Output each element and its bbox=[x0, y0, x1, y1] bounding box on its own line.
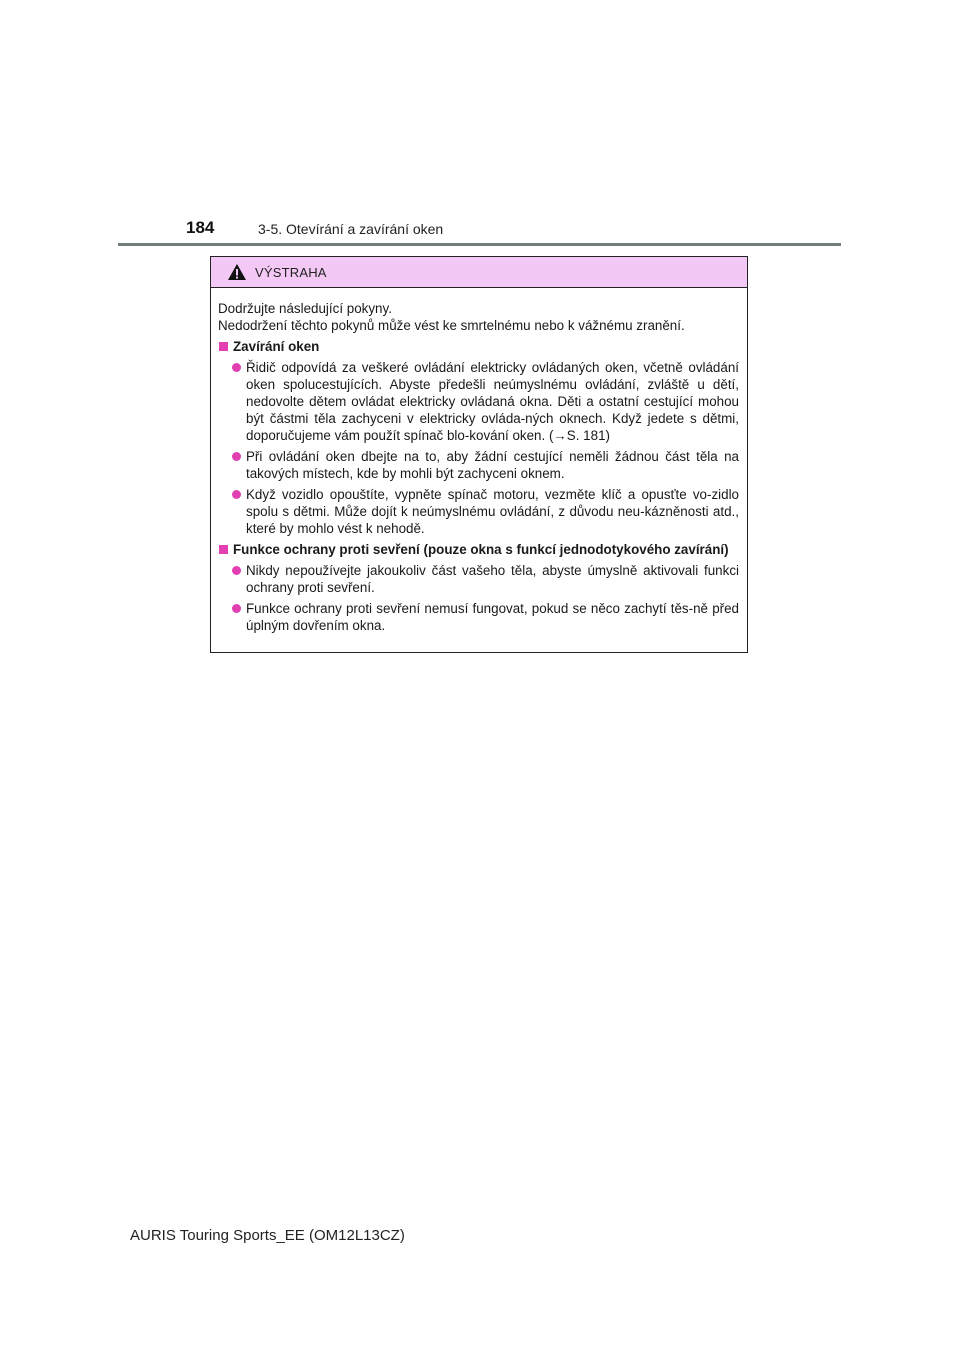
warning-triangle-icon bbox=[227, 263, 247, 281]
bullet-text: Nikdy nepoužívejte jakoukoliv část vašeho těla, abyste úmyslně aktivovali funkci ochrany proti sevření. bbox=[246, 563, 739, 595]
list-item bbox=[232, 562, 739, 596]
square-bullet-icon bbox=[219, 545, 228, 554]
section-heading-text: Zavírání oken bbox=[233, 339, 320, 354]
round-bullet-icon bbox=[232, 363, 241, 372]
bullet-text: Řidič odpovídá za veškeré ovládání elektricky ovládaných oken, včetně ovládání oken spolucestujících. Abyste předešli neúmyslnému ovládání, zvláště u dětí, nedovolte dětem ovládat elektricky ovládaná okna. Děti a ostatní cestující mohou být částmi těla zachyceni v elektricky ovláda-ných oknech. Když jedete s dětmi, doporučujeme vám použít spínač blo-kování oken. (→S. 181) bbox=[246, 360, 739, 443]
list-item bbox=[232, 359, 739, 444]
round-bullet-icon bbox=[232, 490, 241, 499]
warning-body bbox=[211, 288, 747, 652]
list-item bbox=[232, 486, 739, 537]
warning-header bbox=[211, 257, 747, 288]
bullet-text: Když vozidlo opouštíte, vypněte spínač motoru, vezměte klíč a opusťte vo-zidlo spolu s dětmi. Může dojít k neúmyslnému ovládání, z důvodu neu-kázněnosti atd., které by mohlo vést k nehodě. bbox=[246, 487, 739, 536]
section-heading-closing-windows bbox=[218, 338, 739, 355]
section-title: 3-5. Otevírání a zavírání oken bbox=[258, 221, 444, 237]
section-heading-text: Funkce ochrany proti sevření (pouze okna s funkcí jednodotykového zavírání) bbox=[233, 542, 729, 557]
warning-intro bbox=[218, 300, 739, 334]
header-rule bbox=[118, 243, 841, 246]
round-bullet-icon bbox=[232, 452, 241, 461]
warning-box bbox=[210, 256, 748, 653]
intro-line-2: Nedodržení těchto pokynů může vést ke smrtelnému nebo k vážnému zranění. bbox=[218, 318, 685, 333]
intro-line-1: Dodržujte následující pokyny. bbox=[218, 301, 392, 316]
list-item bbox=[232, 600, 739, 634]
bullet-text: Funkce ochrany proti sevření nemusí fungovat, pokud se něco zachytí těs-ně před úplným dovřením okna. bbox=[246, 601, 739, 633]
bullet-text: Při ovládání oken dbejte na to, aby žádní cestující neměli žádnou část těla na takových místech, kde by mohli být zachyceni oknem. bbox=[246, 449, 739, 481]
section-heading-jam-protection bbox=[218, 541, 739, 558]
page-number: 184 bbox=[186, 218, 215, 237]
warning-title: VÝSTRAHA bbox=[255, 265, 327, 280]
list-item bbox=[232, 448, 739, 482]
footer-model-code: AURIS Touring Sports_EE (OM12L13CZ) bbox=[130, 1227, 405, 1244]
round-bullet-icon bbox=[232, 604, 241, 613]
square-bullet-icon bbox=[219, 342, 228, 351]
round-bullet-icon bbox=[232, 566, 241, 575]
